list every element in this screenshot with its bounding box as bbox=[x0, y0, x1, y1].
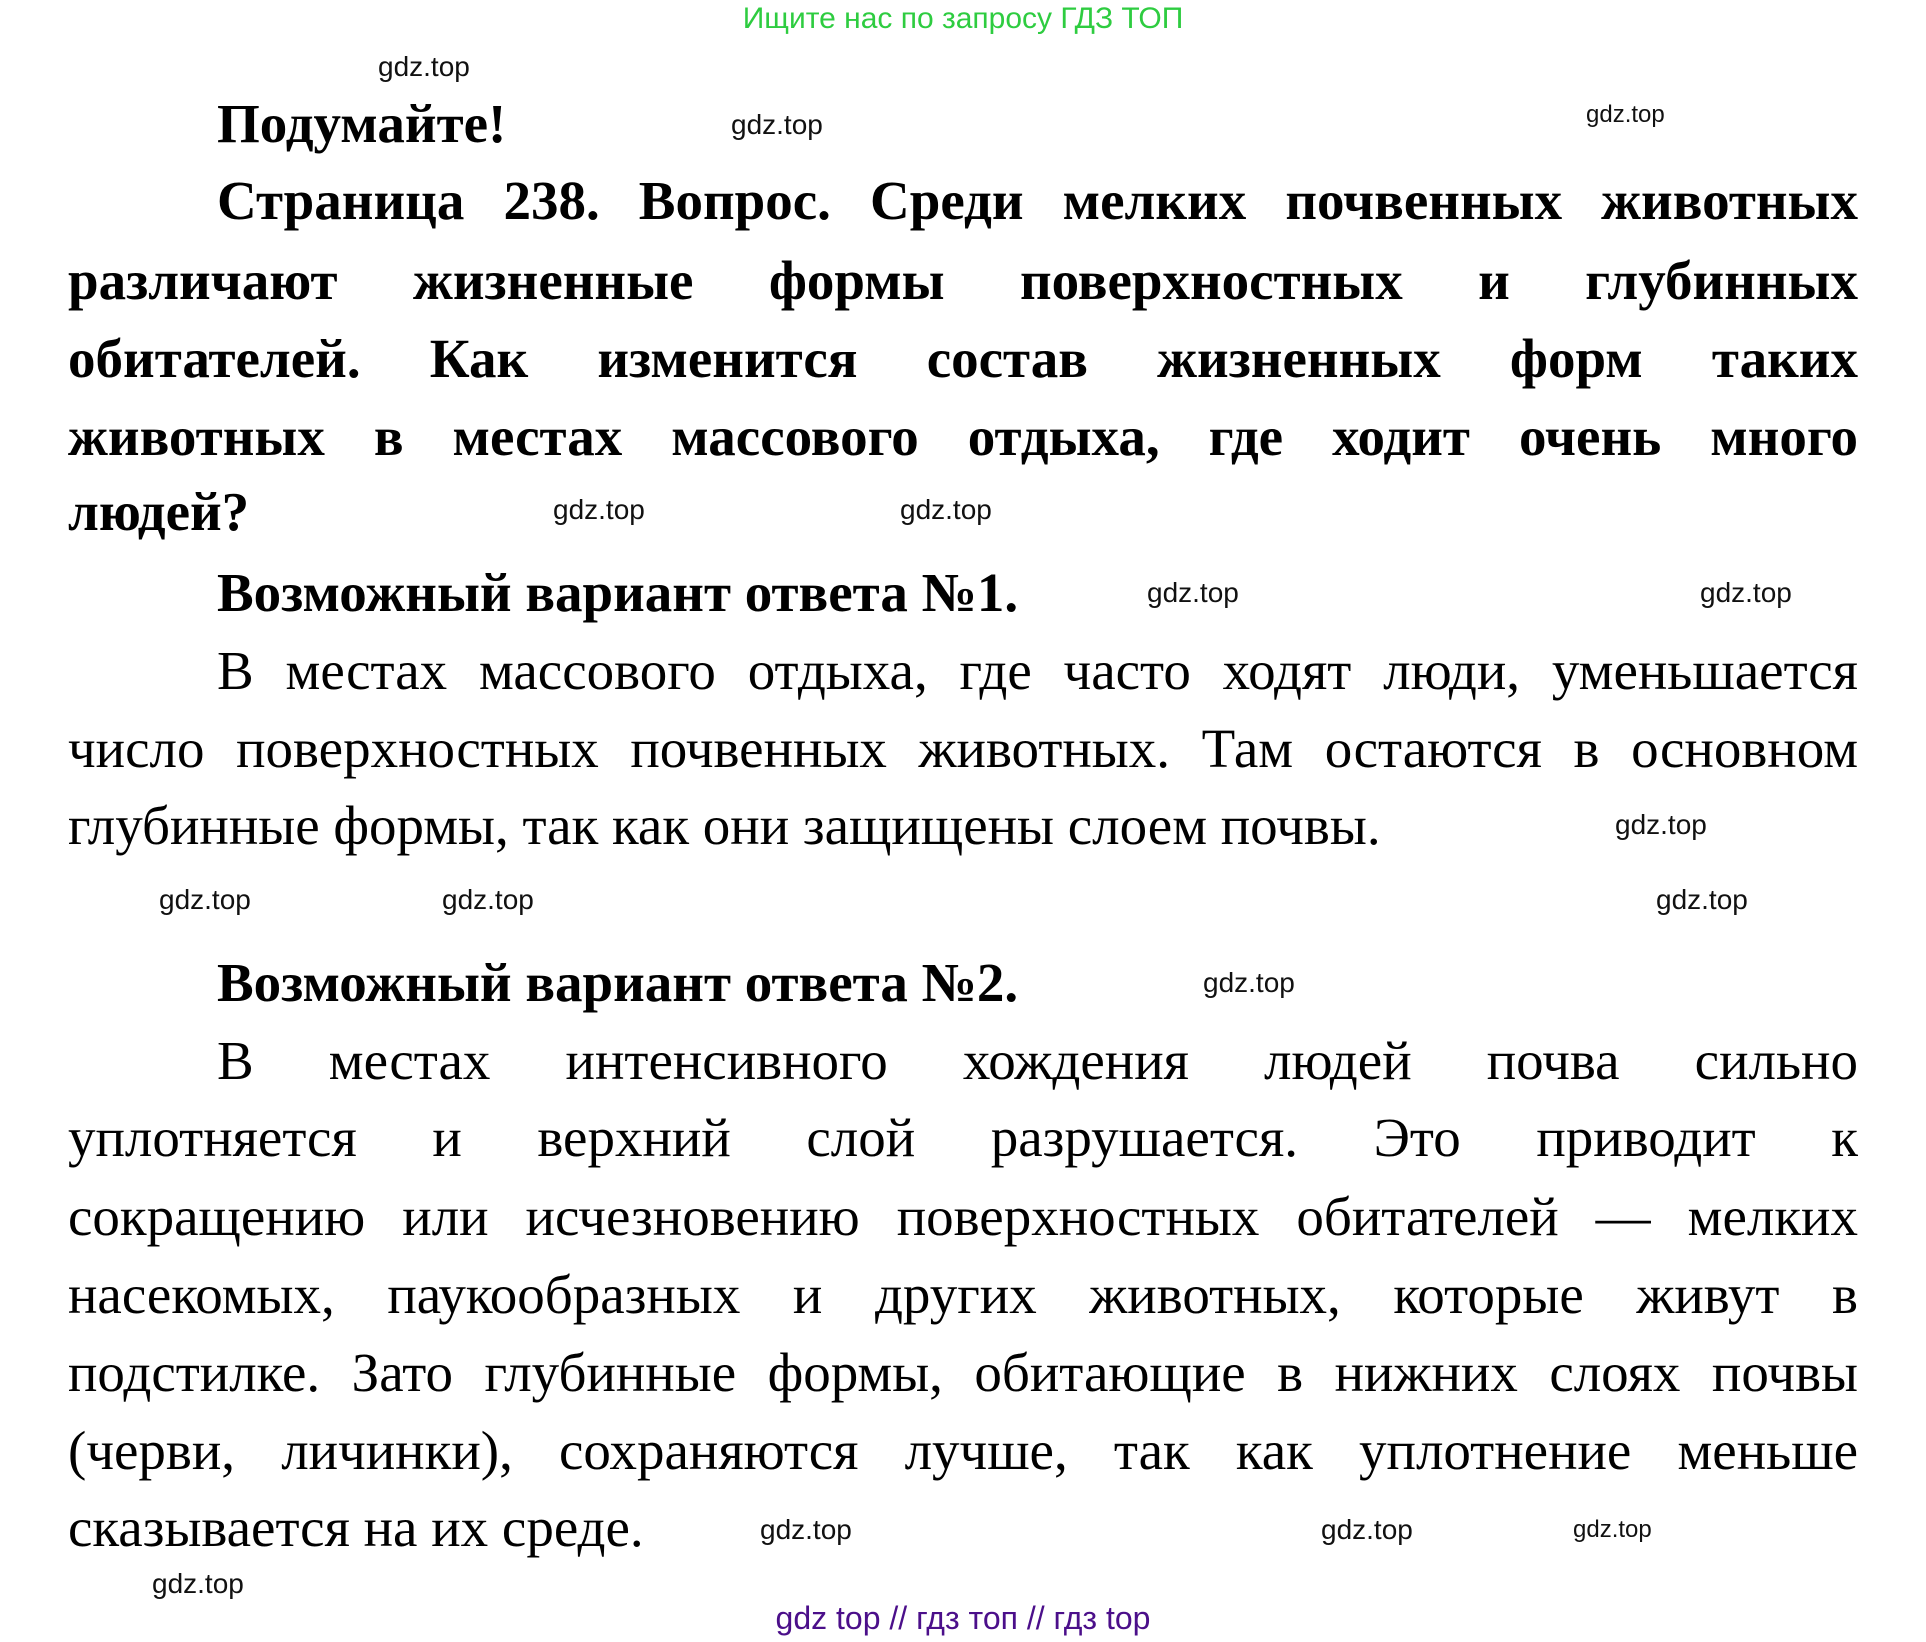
answer1-line: В местах массового отдыха, где часто ходят люди, уменьшается bbox=[217, 640, 1858, 701]
watermark: gdz.top bbox=[1147, 577, 1239, 608]
watermark: gdz.top bbox=[760, 1514, 852, 1545]
answer2-heading: Возможный вариант ответа №2. bbox=[217, 952, 1019, 1013]
answer1-heading: Возможный вариант ответа №1. bbox=[217, 562, 1019, 623]
question-line: обитателей. Как изменится состав жизненных форм таких bbox=[68, 328, 1858, 389]
question-line: Страница 238. Вопрос. Среди мелких почвенных животных bbox=[217, 170, 1858, 231]
watermark: gdz.top bbox=[900, 494, 992, 525]
answer1-line: число поверхностных почвенных животных. Там остаются в основном bbox=[68, 718, 1858, 779]
watermark: gdz.top bbox=[1700, 577, 1792, 608]
watermark: gdz.top bbox=[442, 884, 534, 915]
watermark: gdz.top bbox=[159, 884, 251, 915]
watermark: gdz.top bbox=[152, 1568, 244, 1599]
watermark: gdz.top bbox=[1321, 1514, 1413, 1545]
answer2-line: насекомых, паукообразных и других животных, которые живут в bbox=[68, 1264, 1858, 1325]
watermark: gdz.top bbox=[1573, 1516, 1652, 1543]
answer2-line: (черви, личинки), сохраняются лучше, так как уплотнение меньше bbox=[68, 1420, 1858, 1481]
watermark: gdz.top bbox=[1615, 809, 1707, 840]
answer2-line: В местах интенсивного хождения людей почва сильно bbox=[217, 1030, 1858, 1091]
question-line: животных в местах массового отдыха, где ходит очень много bbox=[68, 406, 1858, 467]
answer2-line: подстилке. Зато глубинные формы, обитающие в нижних слоях почвы bbox=[68, 1342, 1858, 1403]
answer2-line: сказывается на их среде. bbox=[68, 1497, 644, 1558]
header-banner: Ищите нас по запросу ГДЗ ТОП bbox=[742, 2, 1184, 35]
watermark: gdz.top bbox=[731, 109, 823, 140]
watermark: gdz.top bbox=[1203, 967, 1295, 998]
section-title: Подумайте! bbox=[217, 93, 507, 154]
answer1-line: глубинные формы, так как они защищены слоем почвы. bbox=[68, 795, 1381, 856]
watermark: gdz.top bbox=[1586, 101, 1665, 128]
watermark: gdz.top bbox=[553, 494, 645, 525]
watermark: gdz.top bbox=[378, 51, 470, 82]
question-line: людей? bbox=[68, 481, 250, 542]
answer2-line: сокращению или исчезновению поверхностных обитателей — мелких bbox=[68, 1186, 1858, 1247]
answer2-line: уплотняется и верхний слой разрушается. Это приводит к bbox=[68, 1107, 1858, 1168]
question-line: различают жизненные формы поверхностных и глубинных bbox=[68, 250, 1858, 311]
footer-banner: gdz top // гдз топ // гдз top bbox=[775, 1600, 1151, 1636]
watermark: gdz.top bbox=[1656, 884, 1748, 915]
